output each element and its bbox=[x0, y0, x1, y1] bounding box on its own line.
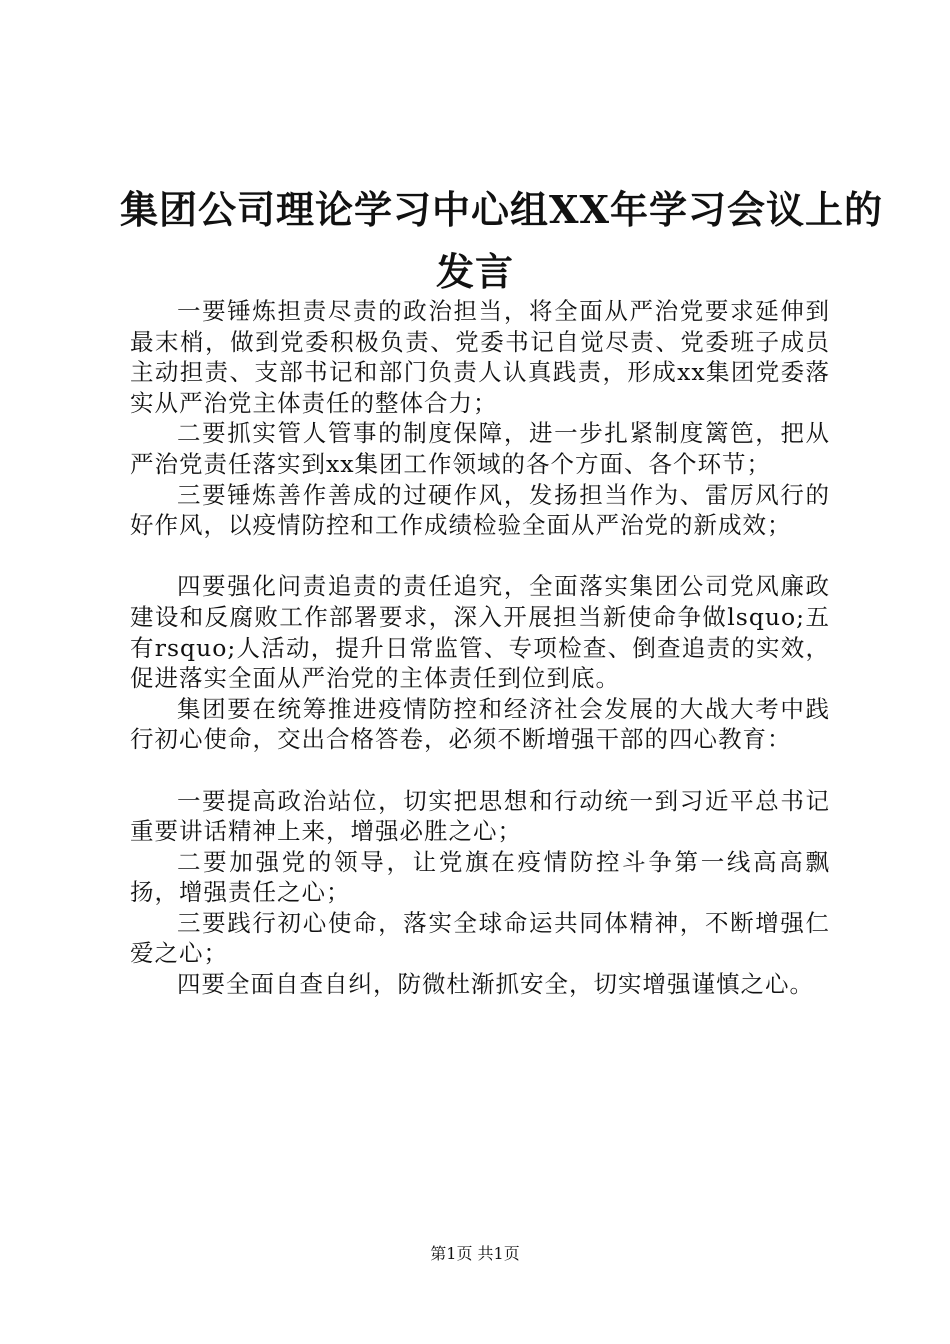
document-body bbox=[130, 296, 830, 1000]
paragraph-3: 三要锤炼善作善成的过硬作风，发扬担当作为、雷厉风行的好作风，以疫情防控和工作成绩检验全面从严治党的新成效； bbox=[130, 480, 830, 540]
paragraph-9: 四要全面自查自纠，防微杜渐抓安全，切实增强谨慎之心。 bbox=[177, 970, 814, 999]
paragraph-2: 二要抓实管人管事的制度保障，进一步扎紧制度篱笆，把从严治党责任落实到xx集团工作领域的各个方面、各个环节； bbox=[130, 419, 830, 478]
paragraph-4: 四要强化问责追责的责任追究，全面落实集团公司党风廉政建设和反腐败工作部署要求，深入开展担当新使命争做lsquo;五有rsquo;人活动，提升日常监管、专项检查、倒查追责的实效，促进落实全面从严治党的主体责任到位到底。 bbox=[130, 572, 830, 693]
document-title-line-2: 发言 bbox=[435, 249, 514, 294]
paragraph-1: 一要锤炼担责尽责的政治担当，将全面从严治党要求延伸到最末梢，做到党委积极负责、党委书记自觉尽责、党委班子成员主动担责、支部书记和部门负责人认真践责，形成xx集团党委落实从严治党主体责任的整体合力； bbox=[130, 297, 830, 417]
document-title-line-1: 集团公司理论学习中心组XX年学习会议上的 bbox=[120, 187, 883, 232]
paragraph-7: 二要加强党的领导，让党旗在疫情防控斗争第一线高高飘扬，增强责任之心； bbox=[130, 847, 830, 907]
paragraph-8: 三要践行初心使命，落实全球命运共同体精神，不断增强仁爱之心； bbox=[130, 908, 830, 968]
paragraph-5: 集团要在统筹推进疫情防控和经济社会发展的大战大考中践行初心使命，交出合格答卷，必须不断增强干部的四心教育： bbox=[130, 694, 830, 754]
paragraph-gap bbox=[130, 755, 830, 786]
paragraph-gap bbox=[130, 541, 830, 572]
page-footer: 第1页 共1页 bbox=[430, 1244, 520, 1263]
paragraph-6: 一要提高政治站位，切实把思想和行动统一到习近平总书记重要讲话精神上来，增强必胜之心； bbox=[130, 786, 830, 846]
